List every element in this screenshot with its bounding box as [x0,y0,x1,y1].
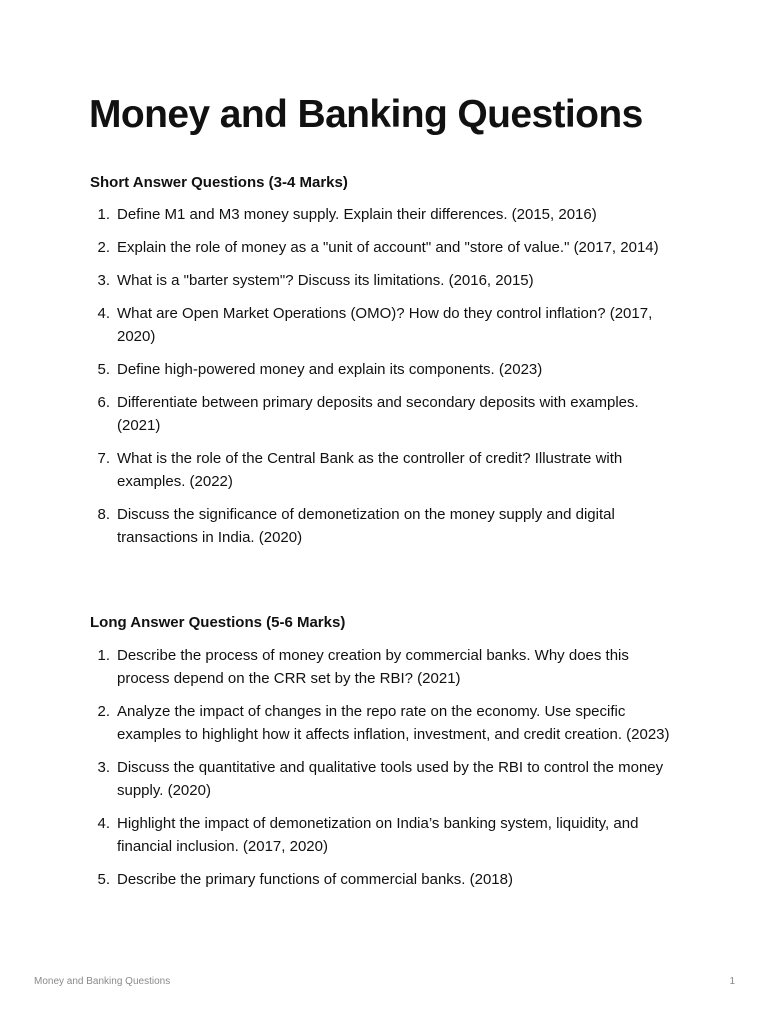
question-number: 5. [97,361,110,378]
question-text: Discuss the quantitative and qualitative tools used by the RBI to control the money supply. (2020) [117,759,664,799]
question-number: 8. [97,506,110,523]
short-question-2 [90,236,680,259]
question-number: 6. [97,394,110,411]
question-text: Explain the role of money as a "unit of account" and "store of value." (2017, 2014) [117,239,659,256]
question-number: 1. [97,647,110,664]
short-question-3 [90,269,680,292]
question-text: Differentiate between primary deposits and secondary deposits with examples. (2021) [117,394,639,434]
short-question-4 [90,302,680,348]
question-text: What are Open Market Operations (OMO)? How do they control inflation? (2017, 2020) [117,305,653,345]
question-text: Define M1 and M3 money supply. Explain their differences. (2015, 2016) [117,206,597,223]
question-number: 3. [97,272,110,289]
question-text: What is the role of the Central Bank as the controller of credit? Illustrate with examples. (2022) [117,450,623,490]
question-number: 1. [97,206,110,223]
short-question-6 [90,391,680,437]
question-number: 2. [97,703,110,720]
short-question-1 [90,203,680,226]
question-number: 4. [97,305,110,322]
question-number: 3. [97,759,110,776]
question-text: Discuss the significance of demonetization on the money supply and digital transactions in India. (2020) [117,506,615,546]
long-answer-list [90,644,680,901]
question-text: Define high-powered money and explain its components. (2023) [117,361,543,378]
question-number: 7. [97,450,110,467]
short-question-5 [90,358,680,381]
short-answer-heading: Short Answer Questions (3-4 Marks) [90,174,348,191]
long-question-5 [90,868,680,891]
question-text: Analyze the impact of changes in the repo rate on the economy. Use specific examples to highlight how it affects inflation, investment, and credit creation. (2023) [117,703,670,743]
long-question-1 [90,644,680,690]
question-text: Highlight the impact of demonetization on India’s banking system, liquidity, and financial inclusion. (2017, 2020) [117,815,639,855]
long-question-4 [90,812,680,858]
short-question-8 [90,503,680,549]
short-question-7 [90,447,680,493]
long-question-2 [90,700,680,746]
question-number: 2. [97,239,110,256]
question-text: Describe the primary functions of commercial banks. (2018) [117,871,513,888]
long-question-3 [90,756,680,802]
footer-page-number: 1 [729,976,735,987]
page-title: Money and Banking Questions [89,93,643,136]
question-number: 4. [97,815,110,832]
question-text: What is a "barter system"? Discuss its limitations. (2016, 2015) [117,272,534,289]
short-answer-list [90,203,680,559]
question-number: 5. [97,871,110,888]
footer-document-title: Money and Banking Questions [34,976,171,987]
question-text: Describe the process of money creation by commercial banks. Why does this process depend on the CRR set by the RBI? (2021) [117,647,629,687]
long-answer-heading: Long Answer Questions (5-6 Marks) [90,614,346,631]
